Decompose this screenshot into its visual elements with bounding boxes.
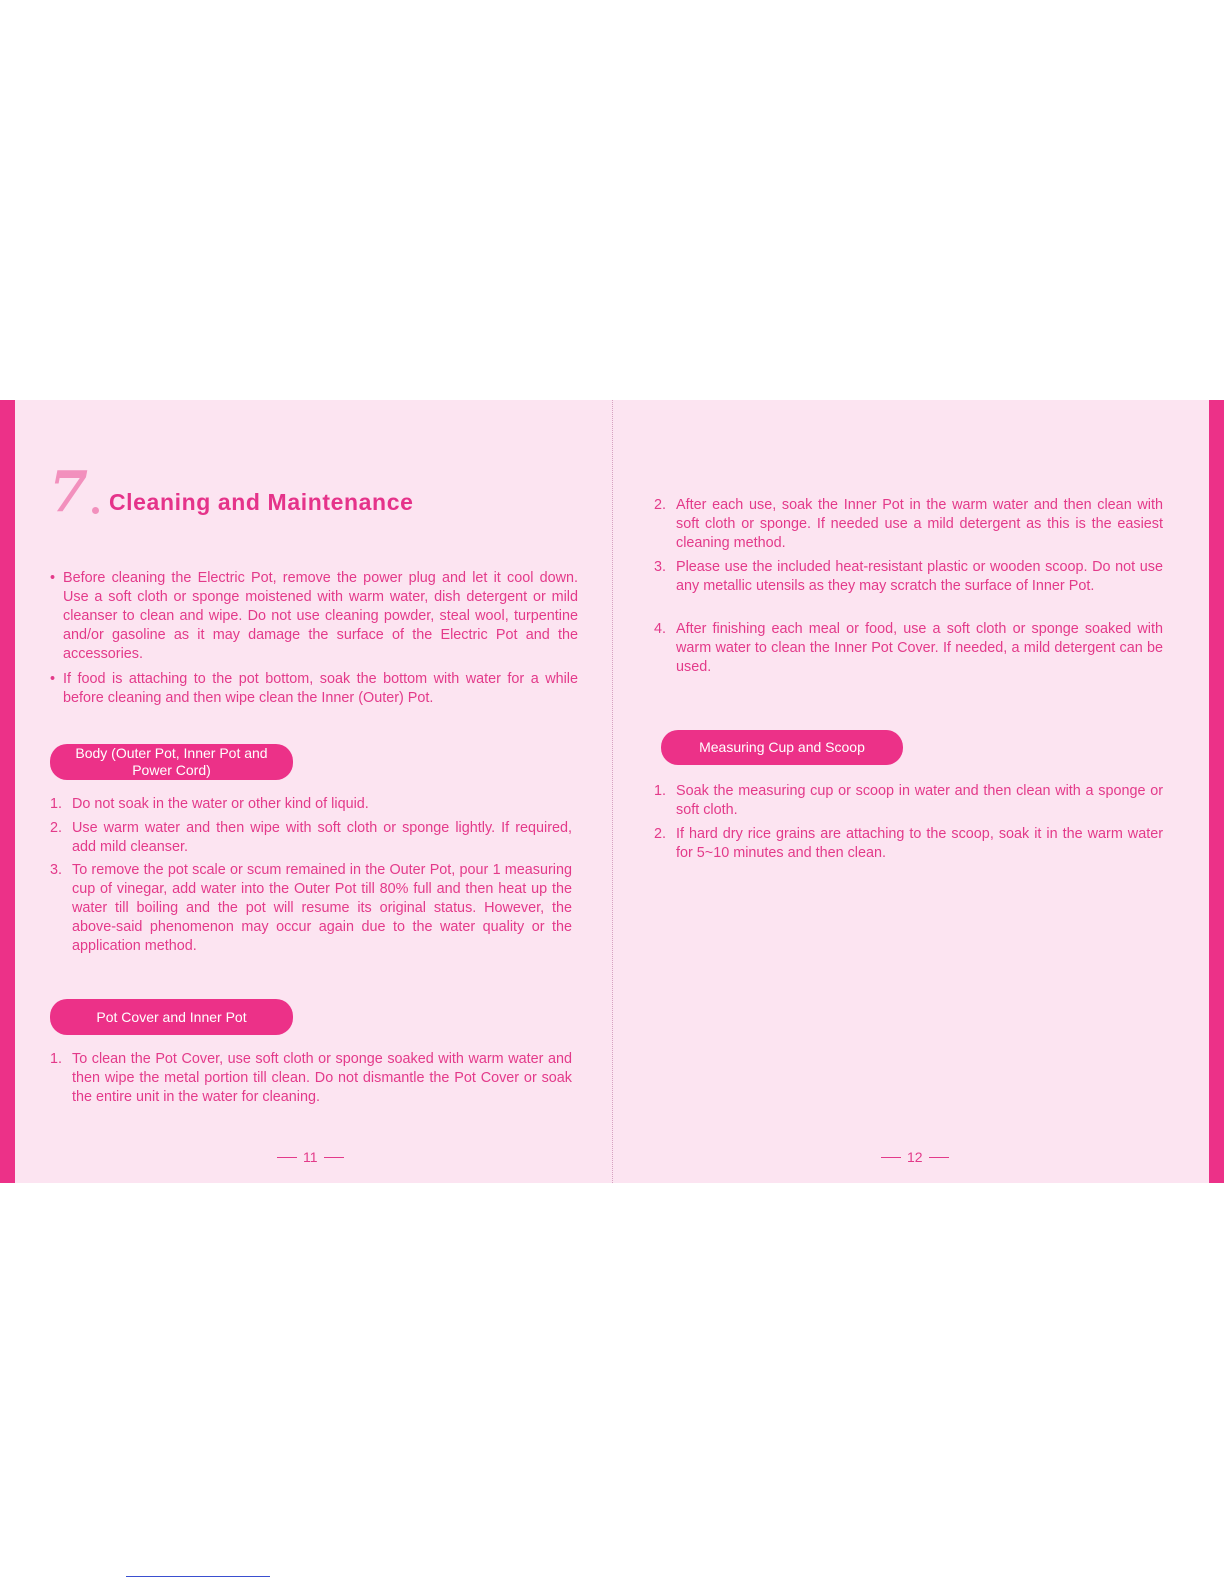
chapter-number: 7 <box>49 459 88 525</box>
page-number-dash <box>881 1157 901 1158</box>
list-item <box>654 782 1163 820</box>
page-number-right <box>875 1149 955 1165</box>
item-text: Please use the included heat-resistant plastic or wooden scoop. Do not use any metallic utensils as they may scratch the surface of Inner Pot. <box>676 559 1163 594</box>
list-item <box>654 825 1163 863</box>
item-text: To remove the pot scale or scum remained in the Outer Pot, pour 1 measuring cup of vinegar, add water into the Outer Pot till 80% full and then heat up the water till boiling and the pot will resume its original status. However, the above-said phenomenon may occur again due to the water quality or the application method. <box>72 862 572 954</box>
page-number-dash <box>324 1157 344 1158</box>
list-item <box>654 620 1163 677</box>
bottom-rule <box>126 1576 270 1577</box>
item-number: 1. <box>50 1051 63 1067</box>
page-number-dash <box>277 1157 297 1158</box>
item-number: 2. <box>654 497 667 513</box>
page-right <box>613 400 1209 1183</box>
item-number: 3. <box>654 559 667 575</box>
item-number: 2. <box>50 820 63 836</box>
item-number: 4. <box>654 621 667 637</box>
page-number-left <box>271 1149 350 1165</box>
page-number-dash <box>929 1157 949 1158</box>
item-number: 1. <box>654 783 667 799</box>
page-left <box>15 400 612 1183</box>
page-number-value: 12 <box>907 1149 923 1165</box>
item-text: To clean the Pot Cover, use soft cloth or sponge soaked with warm water and then wipe the metal portion till clean. Do not dismantle the Pot Cover or soak the entire unit in the water for cleaning. <box>72 1051 572 1105</box>
page-number-value: 11 <box>303 1149 318 1165</box>
item-text: Soak the measuring cup or scoop in water and then clean with a sponge or soft cloth. <box>676 783 1163 818</box>
item-text: Do not soak in the water or other kind of liquid. <box>72 796 369 812</box>
item-number: 2. <box>654 826 667 842</box>
list-item <box>50 670 578 708</box>
section-heading-measuring-cup: Measuring Cup and Scoop <box>661 730 903 765</box>
bullet-text: Before cleaning the Electric Pot, remove the power plug and let it cool down. Use a soft cloth or sponge moistened with warm water, dish detergent or mild cleanser to clean and wipe. Do not use cleaning powder, steal wool, turpentine and/or gasoline as it may damage the surface of the Electric Pot and the accessories. <box>63 570 578 662</box>
list-item <box>50 819 572 857</box>
bullet-mark: • <box>50 671 56 687</box>
item-text: After each use, soak the Inner Pot in the warm water and then clean with soft cloth or sponge. If needed use a mild detergent as this is the easiest cleaning method. <box>676 497 1163 551</box>
item-number: 1. <box>50 796 63 812</box>
chapter-dot <box>92 507 99 514</box>
booklet-spread <box>0 400 1224 1183</box>
list-item <box>50 569 578 664</box>
item-text: Use warm water and then wipe with soft cloth or sponge lightly. If required, add mild cleanser. <box>72 820 572 855</box>
list-item <box>50 1050 572 1107</box>
left-edge-band <box>0 400 15 1183</box>
item-text: After finishing each meal or food, use a soft cloth or sponge soaked with warm water to clean the Inner Pot Cover. If needed, a mild detergent can be used. <box>676 621 1163 675</box>
bullet-text: If food is attaching to the pot bottom, soak the bottom with water for a while before cleaning and then wipe clean the Inner (Outer) Pot. <box>63 671 578 706</box>
list-item <box>50 795 572 814</box>
bullet-mark: • <box>50 570 56 586</box>
chapter-title: Cleaning and Maintenance <box>108 489 414 515</box>
section-heading-pot-cover: Pot Cover and Inner Pot <box>50 999 293 1035</box>
right-edge-band <box>1209 400 1224 1183</box>
list-item <box>50 861 572 956</box>
item-text: If hard dry rice grains are attaching to the scoop, soak it in the warm water for 5~10 minutes and then clean. <box>676 826 1163 861</box>
chapter-heading <box>49 459 414 525</box>
list-item <box>654 558 1163 596</box>
item-number: 3. <box>50 862 63 878</box>
list-item <box>654 496 1163 553</box>
section-heading-body: Body (Outer Pot, Inner Pot and Power Cord) <box>50 744 293 780</box>
